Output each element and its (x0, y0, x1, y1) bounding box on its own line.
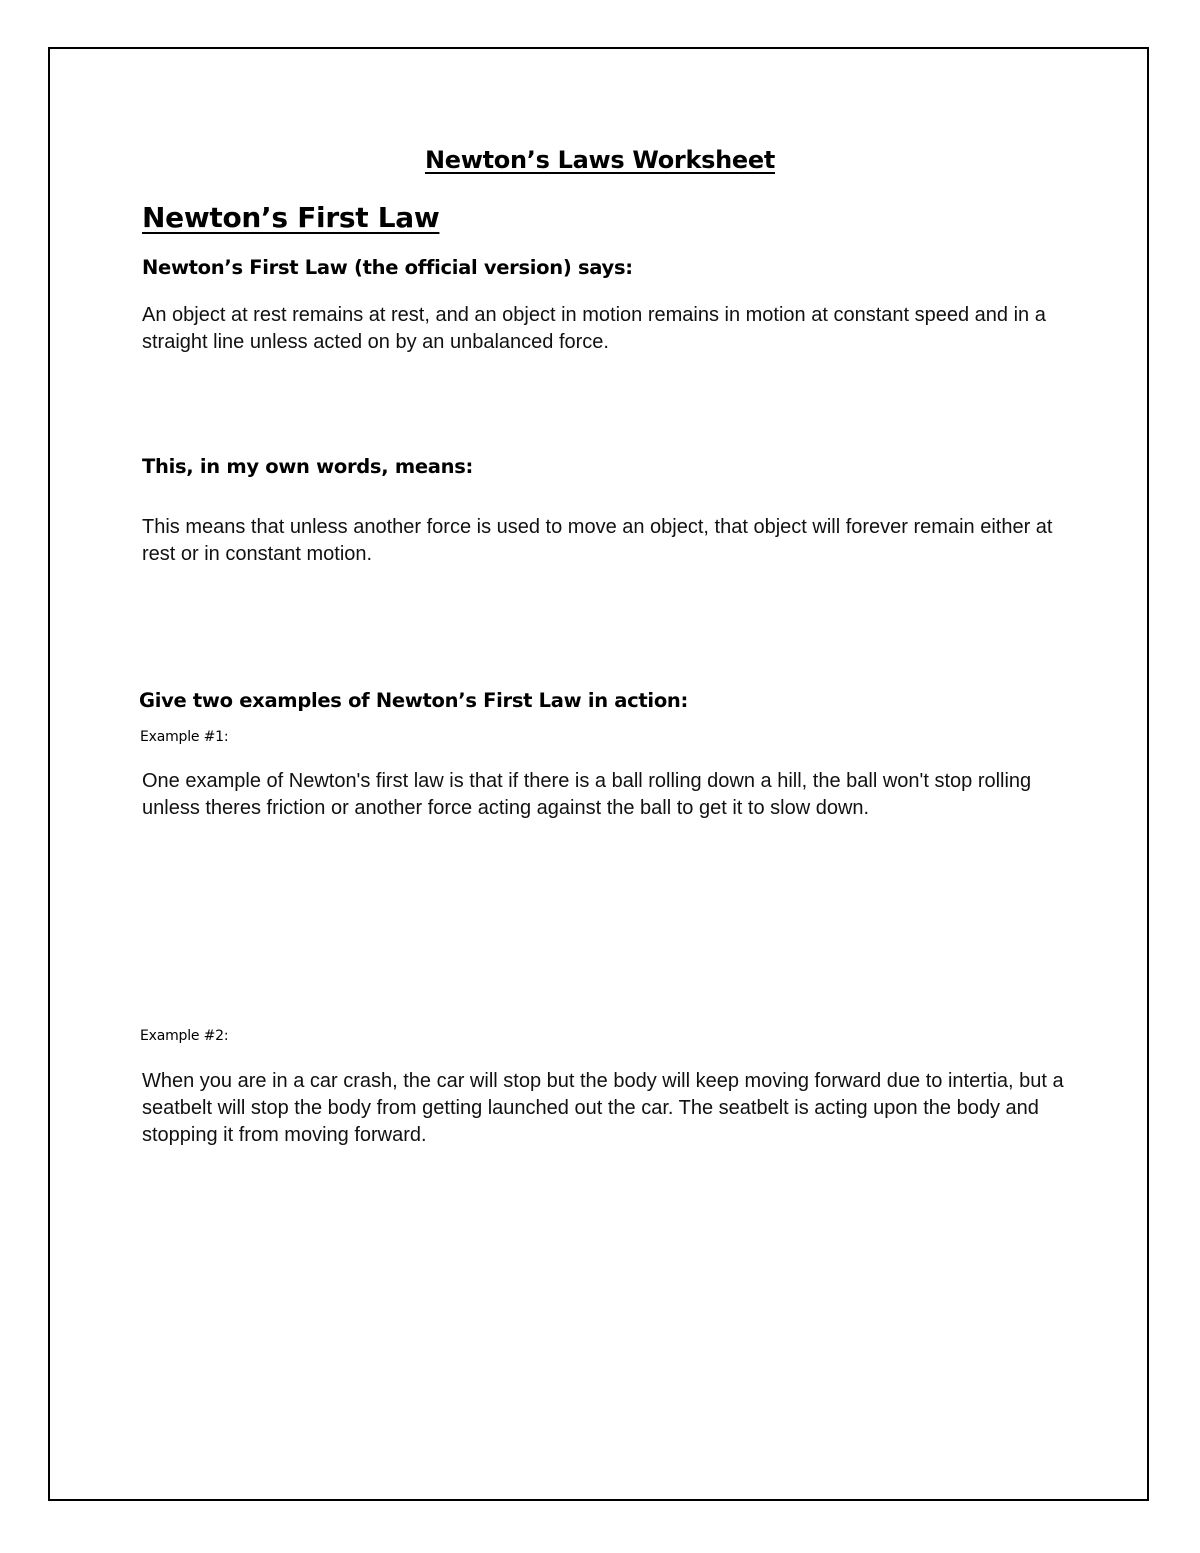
example-1-answer: One example of Newton's first law is that if there is a ball rolling down a hill, the ball won't stop rolling unless theres friction or another force acting against the ball to get it to slow down. (142, 770, 1032, 819)
example-2-label: Example #2: (140, 1028, 229, 1044)
own-words-prompt: This, in my own words, means: (142, 455, 474, 478)
example-1-label: Example #1: (140, 729, 229, 745)
section-heading-first-law: Newton’s First Law (142, 201, 440, 234)
official-version-prompt: Newton’s First Law (the official version) says: (142, 256, 633, 279)
worksheet-title: Newton’s Laws Worksheet (424, 146, 776, 174)
example-2-answer: When you are in a car crash, the car will stop but the body will keep moving forward due to intertia, but a seatbelt will stop the body from getting launched out the car. The seatbelt is acting upon the body and stopping it from moving forward. (142, 1070, 1064, 1146)
own-words-answer: This means that unless another force is used to move an object, that object will forever remain either at rest or in constant motion. (142, 516, 1053, 565)
official-version-text: An object at rest remains at rest, and an object in motion remains in motion at constant speed and in a straight line unless acted on by an unbalanced force. (142, 304, 1046, 353)
examples-prompt: Give two examples of Newton’s First Law in action: (139, 689, 688, 712)
